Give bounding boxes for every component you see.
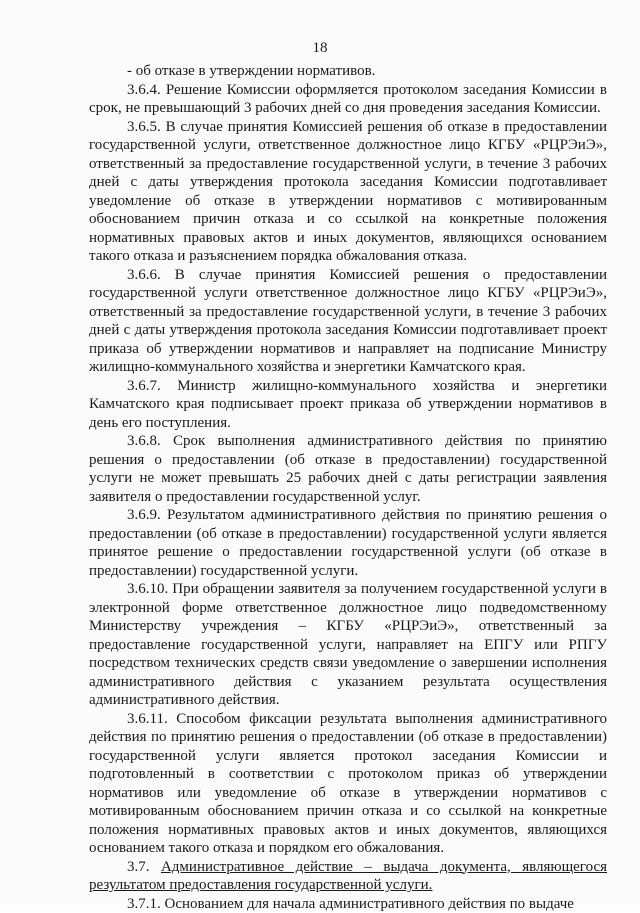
paragraph-3-6-5: 3.6.5. В случае принятия Комиссией решения об отказе в предоставлении государственной услуги, ответственное должностное лицо КГБУ «РЦРЭиЭ», ответственный за предоставление государственной услуги, в течение 3 рабочих дней с даты утверждения протокола заседания Комиссии подготавливает уведомление об отказе в утверждении нормативов с мотивированным обоснованием причин отказа и со ссылкой на конкретные положения нормативных правовых актов и иных документов, являющихся основанием такого отказа и разъяснением порядка обжалования отказа. xyxy=(89,118,607,266)
page-number: 18 xyxy=(0,40,640,57)
section-heading-text: Административное действие – выдача документа, являющегося результатом предоставления государственной услуги. xyxy=(89,859,607,894)
paragraph-3-6-9: 3.6.9. Результатом административного действия по принятию решения о предоставлении (об отказе в предоставлении) государственной услуги является принятое решение о предоставлении государственной услуги (об отказе в предоставлении) государственной услуги. xyxy=(89,506,607,580)
paragraph-3-6-8: 3.6.8. Срок выполнения административного действия по принятию решения о предоставлении (об отказе в предоставлении) государственной услуги не может превышать 25 рабочих дней с даты регистрации заявления заявителя о предоставлении государственной услуг. xyxy=(89,432,607,506)
paragraph-3-7-1: 3.7.1. Основанием для начала административного действия по выдаче xyxy=(89,895,607,913)
paragraph-3-6-11: 3.6.11. Способом фиксации результата выполнения административного действия по принятию решения о предоставлении (об отказе в предоставлении) государственной услуги является протокол заседания Комиссии и подготовленный в соответствии с протоколом приказ об утверждении нормативов или уведомление об отказе в утверждении нормативов с мотивированным обоснованием причин отказа и со ссылкой на конкретные положения нормативных правовых актов и иных документов, являющихся основанием такого отказа и порядком его обжалования. xyxy=(89,710,607,858)
paragraph-3-6-4: 3.6.4. Решение Комиссии оформляется протоколом заседания Комиссии в срок, не превышающий 3 рабочих дней со дня проведения заседания Комиссии. xyxy=(89,81,607,118)
paragraph-3-6-10: 3.6.10. При обращении заявителя за получением государственной услуги в электронной форме ответственное должностное лицо подведомственному Министерству учреждения – КГБУ «РЦРЭиЭ», ответственный за предоставление государственной услуги, направляет на ЕПГУ или РПГУ посредством технических средств связи уведомление о завершении исполнения административного действия с указанием результата осуществления административного действия. xyxy=(89,580,607,710)
document-body xyxy=(89,62,607,913)
section-heading-number: 3.7. xyxy=(127,859,150,875)
paragraph-3-6-6: 3.6.6. В случае принятия Комиссией решения о предоставлении государственной услуги ответственное должностное лицо КГБУ «РЦРЭиЭ», ответственный за предоставление государственной услуги, в течение 3 рабочих дней с даты утверждения протокола заседания Комиссии подготавливает проект приказа об утверждении нормативов и направляет на подписание Министру жилищно-коммунального хозяйства и энергетики Камчатского края. xyxy=(89,266,607,377)
paragraph-3-6-7: 3.6.7. Министр жилищно-коммунального хозяйства и энергетики Камчатского края подписывает проект приказа об утверждении нормативов в день его поступления. xyxy=(89,377,607,433)
paragraph-intro: - об отказе в утверждении нормативов. xyxy=(89,62,607,81)
section-heading-3-7 xyxy=(89,858,607,895)
